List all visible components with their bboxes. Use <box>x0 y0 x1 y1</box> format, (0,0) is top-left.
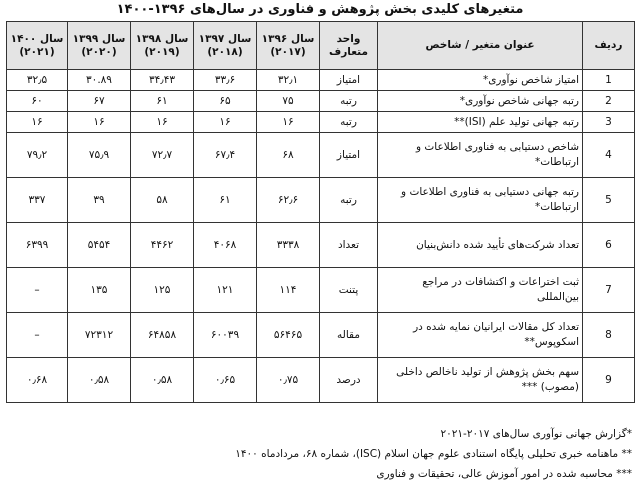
row-number: 2 <box>583 91 635 112</box>
value-1397: ۱۲۱ <box>194 268 257 313</box>
table-row <box>7 112 635 133</box>
value-1398: ۳۴٫۴۳ <box>131 70 194 91</box>
value-1396: ۱۱۴ <box>257 268 320 313</box>
value-1396: ۶۲٫۶ <box>257 178 320 223</box>
value-1400: ۶۳۹۹ <box>7 223 68 268</box>
header-row-no: ردیف <box>583 22 635 70</box>
row-number: 1 <box>583 70 635 91</box>
value-1400: ۷۹٫۲ <box>7 133 68 178</box>
indicator-title: رتبه جهانی شاخص نوآوری* <box>378 91 583 112</box>
row-number: 4 <box>583 133 635 178</box>
footnote: ** ماهنامه خبری تحلیلی پایگاه استنادی علوم جهان اسلام (ISC)، شماره ۶۸، مردادماه ۱۴۰۰ <box>235 448 632 460</box>
row-number: 7 <box>583 268 635 313</box>
indicator-title: شاخص دستیابی به فناوری اطلاعات و ارتباطات* <box>378 133 583 178</box>
value-1399: ۳۹ <box>68 178 131 223</box>
value-1397: ۶۰۰۳۹ <box>194 313 257 358</box>
unit-cell: رتبه <box>320 91 378 112</box>
value-1399: ۵۴۵۴ <box>68 223 131 268</box>
value-1396: ۰٫۷۵ <box>257 358 320 403</box>
value-1397: ۶۷٫۴ <box>194 133 257 178</box>
value-1399: ۳۰.۸۹ <box>68 70 131 91</box>
indicator-title: سهم بخش پژوهش از تولید ناخالص داخلی (مصوب) *** <box>378 358 583 403</box>
indicator-title: امتیاز شاخص نوآوری* <box>378 70 583 91</box>
table-row <box>7 70 635 91</box>
header-year-1399: سال ۱۳۹۹ (۲۰۲۰) <box>68 22 131 70</box>
header-year-1396: سال ۱۳۹۶ (۲۰۱۷) <box>257 22 320 70</box>
value-1396: ۶۸ <box>257 133 320 178</box>
unit-cell: رتبه <box>320 178 378 223</box>
table-row <box>7 178 635 223</box>
page-title: متغیرهای کلیدی بخش پژوهش و فناوری در سال‌های ۱۳۹۶-۱۴۰۰ <box>116 2 524 17</box>
value-1399: ۷۲۳۱۲ <box>68 313 131 358</box>
indicator-title: رتبه جهانی تولید علم (ISI)** <box>378 112 583 133</box>
footnote: *گزارش جهانی نوآوری سال‌های ۲۰۱۷-۲۰۲۱ <box>440 428 632 440</box>
value-1399: ۱۳۵ <box>68 268 131 313</box>
value-1400: – <box>7 313 68 358</box>
value-1397: ۰٫۶۵ <box>194 358 257 403</box>
value-1399: ۱۶ <box>68 112 131 133</box>
value-1400: ۶۰ <box>7 91 68 112</box>
header-indicator: عنوان متغیر / شاخص <box>378 22 583 70</box>
row-number: 5 <box>583 178 635 223</box>
indicator-title: ثبت اختراعات و اکتشافات در مراجع بین‌المللی <box>378 268 583 313</box>
value-1397: ۶۵ <box>194 91 257 112</box>
value-1398: ۶۴۸۵۸ <box>131 313 194 358</box>
row-number: 9 <box>583 358 635 403</box>
header-year-1397: سال ۱۳۹۷ (۲۰۱۸) <box>194 22 257 70</box>
value-1399: ۷۵٫۹ <box>68 133 131 178</box>
value-1397: ۴۰۶۸ <box>194 223 257 268</box>
value-1396: ۳۲٫۱ <box>257 70 320 91</box>
value-1400: ۳۲٫۵ <box>7 70 68 91</box>
header-year-1400: سال ۱۴۰۰ (۲۰۲۱) <box>7 22 68 70</box>
value-1398: ۱۶ <box>131 112 194 133</box>
value-1398: ۵۸ <box>131 178 194 223</box>
row-number: 6 <box>583 223 635 268</box>
table-row <box>7 268 635 313</box>
unit-cell: درصد <box>320 358 378 403</box>
table-row <box>7 91 635 112</box>
unit-cell: رتبه <box>320 112 378 133</box>
table-row <box>7 358 635 403</box>
header-year-1398: سال ۱۳۹۸ (۲۰۱۹) <box>131 22 194 70</box>
table-row <box>7 313 635 358</box>
value-1398: ۶۱ <box>131 91 194 112</box>
indicator-title: تعداد شرکت‌های تأیید شده دانش‌بنیان <box>378 223 583 268</box>
value-1396: ۳۳۳۸ <box>257 223 320 268</box>
value-1398: ۰٫۵۸ <box>131 358 194 403</box>
value-1398: ۱۲۵ <box>131 268 194 313</box>
value-1396: ۵۶۴۶۵ <box>257 313 320 358</box>
indicator-title: تعداد کل مقالات ایرانیان نمایه شده در اسکوپوس** <box>378 313 583 358</box>
value-1397: ۳۳٫۶ <box>194 70 257 91</box>
value-1400: ۱۶ <box>7 112 68 133</box>
footnotes <box>8 424 632 484</box>
row-number: 3 <box>583 112 635 133</box>
value-1400: ۳۳۷ <box>7 178 68 223</box>
unit-cell: مقاله <box>320 313 378 358</box>
value-1400: ۰٫۶۸ <box>7 358 68 403</box>
unit-cell: پتنت <box>320 268 378 313</box>
value-1400: – <box>7 268 68 313</box>
unit-cell: امتیاز <box>320 70 378 91</box>
indicators-table <box>6 21 635 403</box>
row-number: 8 <box>583 313 635 358</box>
value-1397: ۱۶ <box>194 112 257 133</box>
value-1398: ۷۲٫۷ <box>131 133 194 178</box>
unit-cell: تعداد <box>320 223 378 268</box>
header-unit: واحد متعارف <box>320 22 378 70</box>
table-row <box>7 223 635 268</box>
value-1398: ۴۴۶۲ <box>131 223 194 268</box>
table-row <box>7 133 635 178</box>
unit-cell: امتیاز <box>320 133 378 178</box>
value-1396: ۱۶ <box>257 112 320 133</box>
indicator-title: رتبه جهانی دستیابی به فناوری اطلاعات و ارتباطات* <box>378 178 583 223</box>
value-1397: ۶۱ <box>194 178 257 223</box>
footnote: *** محاسبه شده در امور آموزش عالی، تحقیقات و فناوری <box>376 468 632 480</box>
value-1396: ۷۵ <box>257 91 320 112</box>
value-1399: ۶۷ <box>68 91 131 112</box>
value-1399: ۰٫۵۸ <box>68 358 131 403</box>
